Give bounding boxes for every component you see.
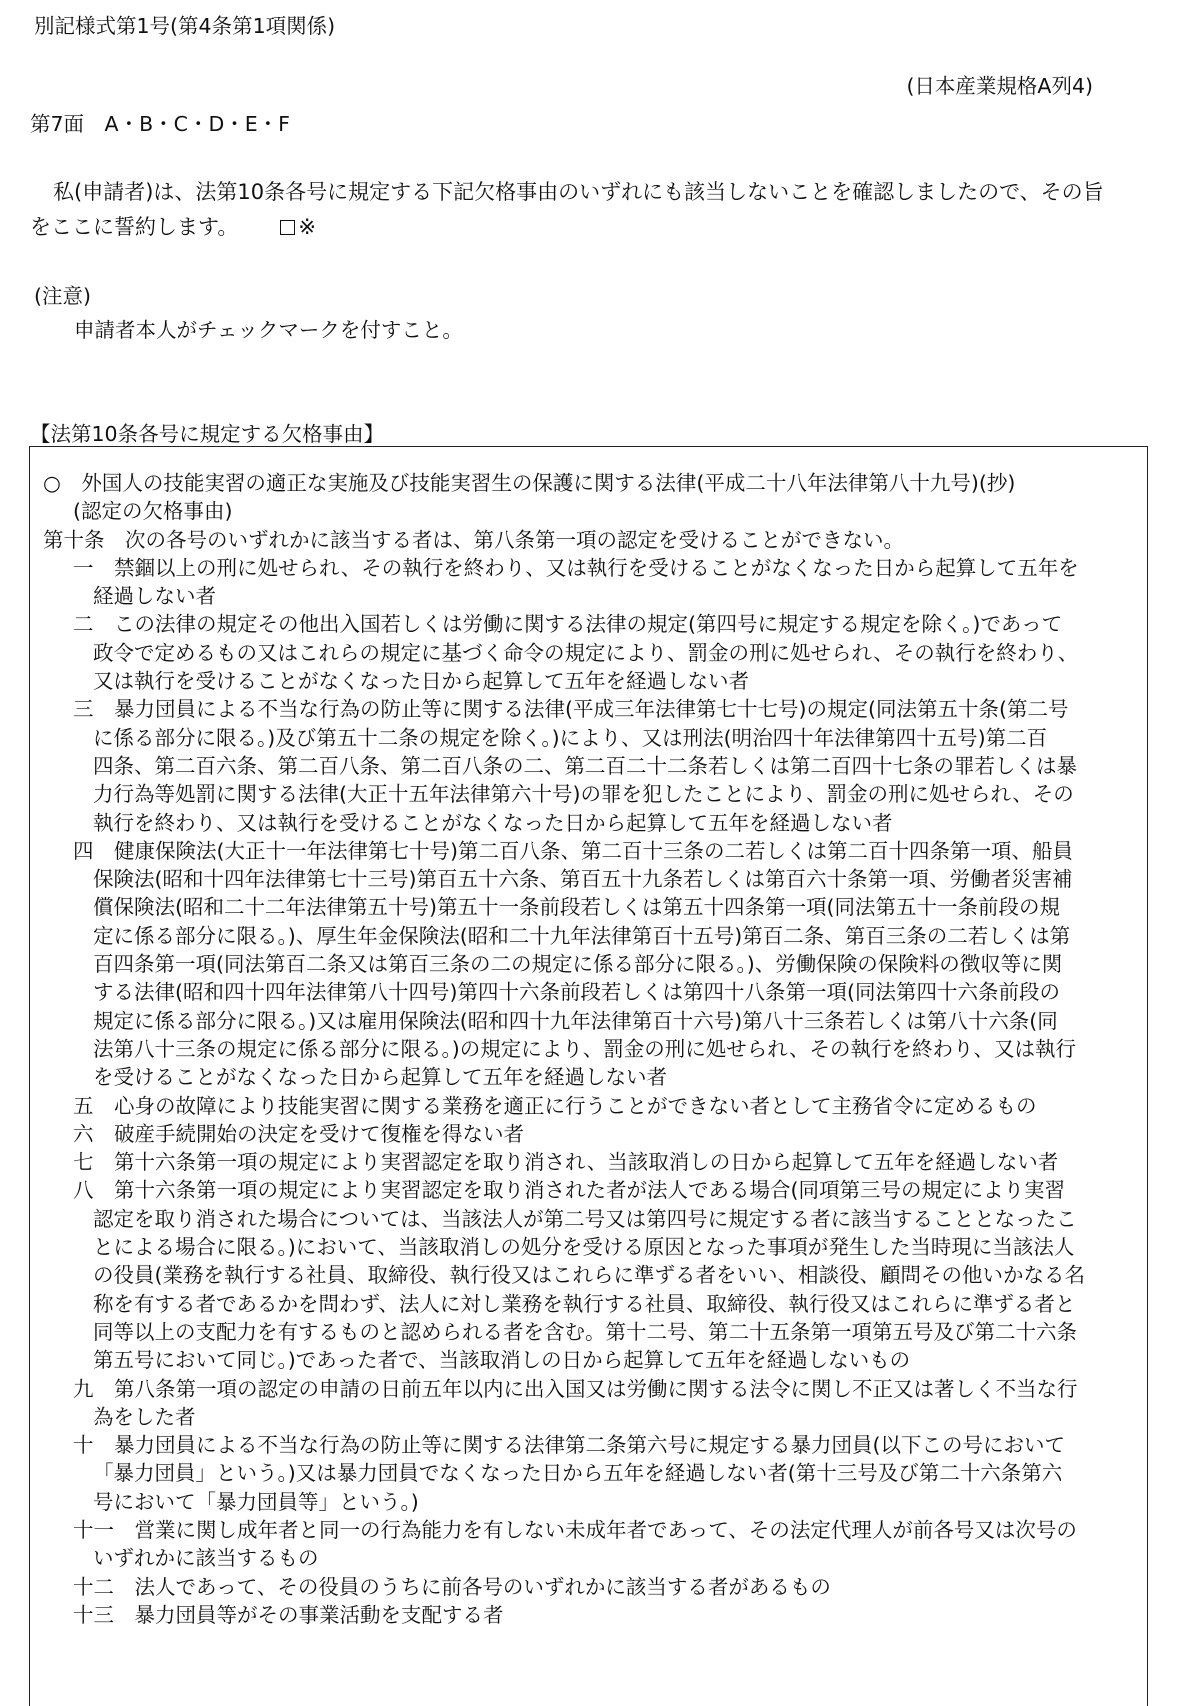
law-line: いずれかに該当するもの bbox=[93, 1546, 319, 1571]
law-text-box bbox=[29, 446, 1148, 1706]
law-line: する法律(昭和四十四年法律第八十四号)第四十六条前段若しくは第四十八条第一項(同法第四十六条前段の bbox=[93, 980, 1060, 1005]
law-line: に係る部分に限る。)及び第五十二条の規定を除く。)により、又は刑法(明治四十年法律第四十五号)第二百 bbox=[93, 725, 1048, 750]
law-line: 号において「暴力団員等」という。) bbox=[93, 1489, 419, 1514]
law-line: 力行為等処罰に関する法律(大正十五年法律第六十号)の罪を犯したことにより、罰金の刑に処せられ、その bbox=[93, 782, 1074, 807]
law-line: 百四条第一項(同法第百二条又は第百三条の二の規定に係る部分に限る。)、労働保険の保険料の徴収等に関 bbox=[93, 952, 1063, 977]
law-line: 八 第十六条第一項の規定により実習認定を取り消された者が法人である場合(同項第三号の規定により実習 bbox=[73, 1178, 1065, 1203]
law-line: 三 暴力団員による不当な行為の防止等に関する法律(平成三年法律第七十七号)の規定(同法第五十条(第二号 bbox=[73, 697, 1069, 722]
form-title: 別記様式第1号(第4条第1項関係) bbox=[34, 14, 336, 38]
law-line: 又は執行を受けることがなくなった日から起算して五年を経過しない者 bbox=[93, 669, 749, 694]
law-line: 四 健康保険法(大正十一年法律第七十号)第二百八条、第二百十三条の二若しくは第二百十四条第一項、船員 bbox=[73, 838, 1073, 863]
page-label: 第7面 A・B・C・D・E・F bbox=[30, 112, 290, 136]
law-line: とによる場合に限る。)において、当該取消しの処分を受ける原因となった事項が発生した当時現に当該法人 bbox=[93, 1235, 1075, 1260]
law-line: 規定に係る部分に限る。)又は雇用保険法(昭和四十九年法律第百十六号)第八十三条若しくは第八十六条(同 bbox=[93, 1008, 1058, 1033]
law-line: 「暴力団員」という。)又は暴力団員でなくなった日から五年を経過しない者(第十三号及び第二十六条第六 bbox=[93, 1461, 1063, 1486]
law-line: 政令で定めるもの又はこれらの規定に基づく命令の規定により、罰金の刑に処せられ、その執行を終わり、 bbox=[93, 640, 1079, 665]
law-line: 十 暴力団員による不当な行為の防止等に関する法律第二条第六号に規定する暴力団員(以下この号において bbox=[73, 1433, 1065, 1458]
law-line: 法第八十三条の規定に係る部分に限る。)の規定により、罰金の刑に処せられ、その執行を終わり、又は執行 bbox=[93, 1036, 1076, 1061]
law-line: 同等以上の支配力を有するものと認められる者を含む。第十二号、第二十五条第一項第五号及び第二十六条 bbox=[93, 1319, 1077, 1344]
law-line: 四条、第二百六条、第二百八条、第二百八条の二、第二百二十二条若しくは第二百四十七条の罪若しくは暴 bbox=[93, 753, 1077, 778]
pledge-text-line-1: 私(申請者)は、法第10条各号に規定する下記欠格事由のいずれにも該当しないことを確認しましたので、その旨 bbox=[53, 180, 1104, 204]
pledge-checkbox[interactable] bbox=[280, 220, 295, 235]
jis-size-note: (日本産業規格A列4) bbox=[906, 74, 1093, 98]
law-line: 為をした者 bbox=[93, 1404, 196, 1429]
note-heading: (注意) bbox=[34, 284, 91, 308]
law-line: 十三 暴力団員等がその事業活動を支配する者 bbox=[73, 1602, 504, 1627]
law-line: 十一 営業に関し成年者と同一の行為能力を有しない未成年者であって、その法定代理人が前各号又は次号の bbox=[73, 1517, 1077, 1542]
pledge-text-line-2 bbox=[30, 213, 316, 241]
law-line: 七 第十六条第一項の規定により実習認定を取り消され、当該取消しの日から起算して五年を経過しない者 bbox=[73, 1150, 1059, 1175]
law-line: 第十条 次の各号のいずれかに該当する者は、第八条第一項の認定を受けることができない。 bbox=[43, 527, 904, 552]
law-line: 認定を取り消された場合については、当該法人が第二号又は第四号に規定する者に該当することとなったこ bbox=[93, 1206, 1077, 1231]
pledge-text-line-2-text: をここに誓約します。 bbox=[30, 215, 239, 239]
law-line: 十二 法人であって、その役員のうちに前各号のいずれかに該当する者があるもの bbox=[73, 1574, 831, 1599]
law-line: 五 心身の故障により技能実習に関する業務を適正に行うことができない者として主務省令に定めるもの bbox=[73, 1093, 1037, 1118]
law-line: 二 この法律の規定その他出入国若しくは労働に関する法律の規定(第四号に規定する規定を除く。)であって bbox=[73, 612, 1063, 637]
law-line: 六 破産手続開始の決定を受けて復権を得ない者 bbox=[73, 1121, 524, 1146]
section-title: 【法第10条各号に規定する欠格事由】 bbox=[30, 422, 385, 446]
law-line: を受けることがなくなった日から起算して五年を経過しない者 bbox=[93, 1065, 667, 1090]
law-line: 定に係る部分に限る。)、厚生年金保険法(昭和二十九年法律第百十五号)第百二条、第百三条の二若しくは第 bbox=[93, 923, 1071, 948]
law-line: 保険法(昭和十四年法律第七十三号)第百五十六条、第百五十九条若しくは第百六十条第一項、労働者災害補 bbox=[93, 867, 1073, 892]
law-line: 称を有する者であるかを問わず、法人に対し業務を執行する社員、取締役、執行役又はこれらに準ずる者と bbox=[93, 1291, 1076, 1316]
law-line: 九 第八条第一項の認定の申請の日前五年以内に出入国又は労働に関する法令に関し不正又は著しく不当な行 bbox=[73, 1376, 1078, 1401]
law-line: 償保険法(昭和二十二年法律第五十号)第五十一条前段若しくは第五十四条第一項(同法第五十一条前段の規 bbox=[93, 895, 1060, 920]
law-line: の役員(業務を執行する社員、取締役、執行役又はこれらに準ずる者をいい、相談役、顧問その他いかなる名 bbox=[93, 1263, 1085, 1288]
note-body: 申請者本人がチェックマークを付すこと。 bbox=[74, 318, 463, 342]
law-line: 執行を終わり、又は執行を受けることがなくなった日から起算して五年を経過しない者 bbox=[93, 810, 893, 835]
law-text-body bbox=[43, 469, 1141, 1629]
law-line: 第五号において同じ。)であった者で、当該取消しの日から起算して五年を経過しないもの bbox=[93, 1348, 911, 1373]
checkbox-mark: ※ bbox=[298, 215, 316, 239]
law-line: ○ 外国人の技能実習の適正な実施及び技能実習生の保護に関する法律(平成二十八年法律第八十九号)(抄) bbox=[43, 471, 1016, 495]
law-line: 経過しない者 bbox=[93, 584, 216, 609]
law-line: (認定の欠格事由) bbox=[73, 499, 233, 524]
law-line: 一 禁錮以上の刑に処せられ、その執行を終わり、又は執行を受けることがなくなった日から起算して五年を bbox=[73, 555, 1079, 580]
